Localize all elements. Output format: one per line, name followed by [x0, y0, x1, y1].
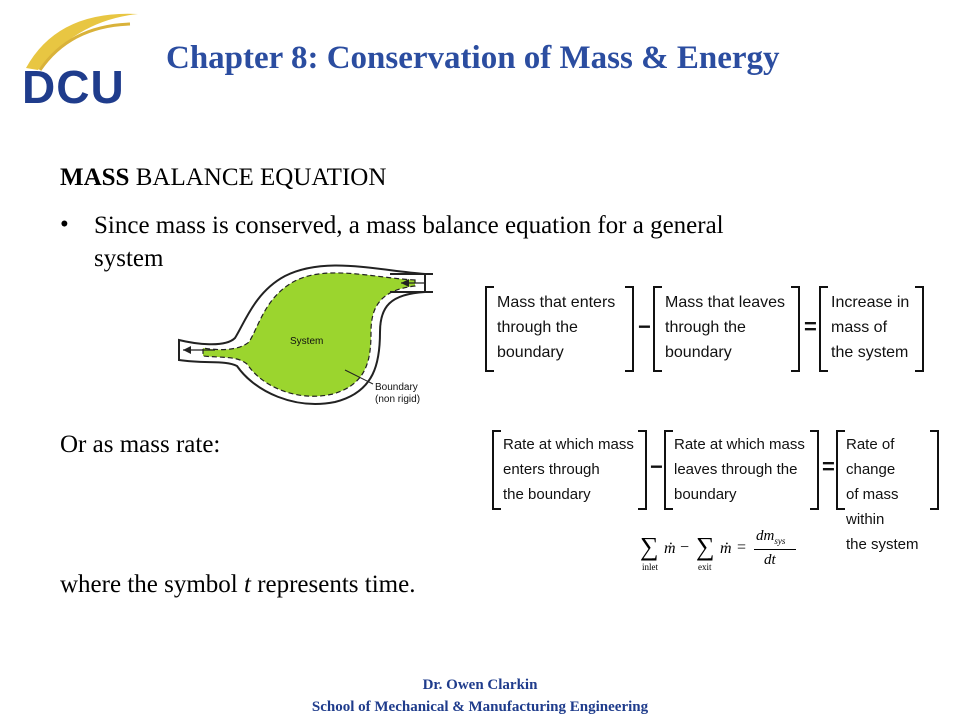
minus-sign: −	[650, 454, 663, 479]
formula-exit-label: exit	[698, 562, 712, 572]
bracket	[485, 286, 494, 372]
formula-inlet-label: inlet	[642, 562, 658, 572]
rate-eq-term-change: Rate of change of mass within the system	[846, 436, 919, 553]
formula-denominator: dt	[764, 552, 776, 568]
sum-symbol-exit: ∑	[696, 532, 715, 561]
mdot-exit: ṁ	[720, 540, 732, 557]
bracket	[653, 286, 662, 372]
system-label: System	[290, 336, 324, 347]
mass-rate-formula	[640, 530, 830, 580]
where-symbol: t	[243, 571, 251, 598]
bracket	[492, 430, 501, 510]
rate-eq-term-inlet: Rate at which mass enters through the boundary	[503, 436, 634, 503]
equals-sign: =	[804, 314, 817, 339]
minus-sign: −	[638, 314, 651, 339]
bracket	[625, 286, 634, 372]
footer-school: School of Mechanical & Manufacturing Engineering	[311, 699, 649, 715]
control-volume-figure	[175, 252, 460, 422]
heading-rest: BALANCE EQUATION	[129, 164, 387, 191]
bracket	[930, 430, 939, 510]
mdot-inlet: ṁ	[664, 540, 676, 557]
mass-eq-term-outlet: Mass that leaves through the boundary	[665, 294, 786, 361]
where-before: where the symbol	[60, 571, 244, 598]
formula-numerator	[756, 528, 785, 546]
numerator-dm: dm	[756, 528, 775, 544]
heading-bold: MASS	[60, 164, 130, 191]
footer-author: Dr. Owen Clarkin	[422, 677, 538, 693]
numerator-sub: sys	[774, 536, 786, 546]
sum-symbol-inlet: ∑	[640, 532, 659, 561]
mass-balance-word-equation	[485, 286, 925, 374]
system-diagram	[175, 252, 460, 422]
boundary-label-1: Boundary	[375, 382, 418, 393]
boundary-label-2: (non rigid)	[375, 394, 421, 405]
bracket	[819, 286, 828, 372]
fraction-bar	[754, 549, 796, 550]
bracket	[915, 286, 924, 372]
bracket	[664, 430, 673, 510]
mass-eq-term-inlet: Mass that enters through the boundary	[497, 294, 616, 361]
mass-eq-term-increase: Increase in mass of the system	[831, 294, 910, 361]
bullet-text-line1: Since mass is conserved, a mass balance equation for a general	[94, 212, 724, 239]
bracket	[791, 286, 800, 372]
bracket	[810, 430, 819, 510]
logo-text: DCU	[22, 61, 125, 113]
equals-sign: =	[822, 454, 835, 479]
bullet-dot: •	[60, 211, 69, 238]
bracket	[836, 430, 845, 510]
rate-label: Or as mass rate:	[60, 431, 221, 458]
page-title: Chapter 8: Conservation of Mass & Energy	[166, 40, 780, 76]
section-heading	[60, 163, 386, 193]
where-text	[60, 570, 415, 600]
where-after: represents time.	[250, 571, 416, 598]
footer	[0, 674, 960, 718]
bracket	[638, 430, 647, 510]
formula-minus: −	[680, 539, 690, 556]
formula-equals: =	[737, 539, 747, 556]
bullet-text-line2: system	[94, 245, 164, 272]
rate-eq-term-outlet: Rate at which mass leaves through the boundary	[674, 436, 805, 503]
